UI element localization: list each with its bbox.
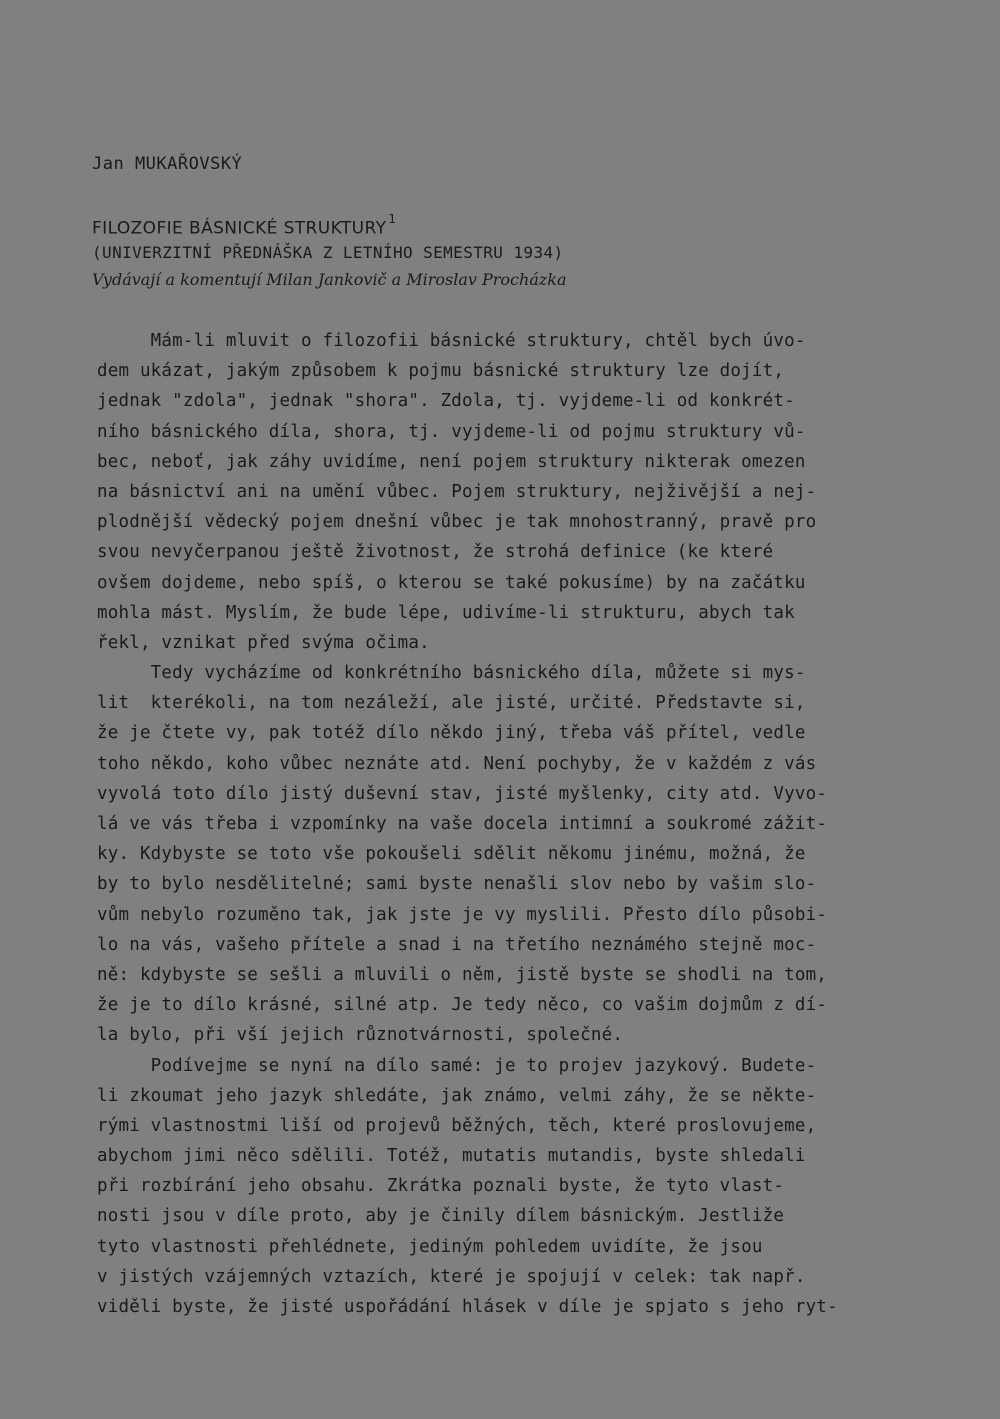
text-line: že je to dílo krásné, silné atp. Je tedy něco, co vašim dojmům z dí- bbox=[97, 995, 828, 1016]
author-name: Jan MUKAŘOVSKÝ bbox=[92, 154, 243, 174]
article-title bbox=[92, 212, 397, 239]
text-line: ovšem dojdeme, nebo spíš, o kterou se také pokusíme) by na začátku bbox=[97, 572, 806, 593]
text-line: na básnictví ani na umění vůbec. Pojem struktury, nejživější a nej- bbox=[97, 481, 817, 502]
text-line: abychom jimi něco sdělili. Totéž, mutatis mutandis, byste shledali bbox=[97, 1146, 806, 1167]
text-line: že je čtete vy, pak totéž dílo někdo jiný, třeba váš přítel, vedle bbox=[97, 723, 806, 744]
text-line: ně: kdybyste se sešli a mluvili o něm, jistě byste se shodli na tom, bbox=[97, 964, 828, 985]
text-line: by to bylo nesdělitelné; sami byste nenašli slov nebo by vašim slo- bbox=[97, 874, 817, 895]
article-subtitle: (UNIVERZITNÍ PŘEDNÁŠKA Z LETNÍHO SEMESTRU 1934) bbox=[92, 243, 564, 262]
text-line: dem ukázat, jakým způsobem k pojmu básnické struktury lze dojít, bbox=[97, 361, 785, 382]
text-line: viděli byste, že jisté uspořádání hlásek v díle je spjato s jeho ryt- bbox=[97, 1297, 838, 1317]
text-line: jednak "zdola", jednak "shora". Zdola, tj. vyjdeme-li od konkrét- bbox=[97, 391, 795, 412]
body-text bbox=[97, 326, 927, 1322]
text-line: toho někdo, koho vůbec neznáte atd. Není pochyby, že v každém z vás bbox=[97, 753, 817, 774]
text-line: vům nebylo rozuměno tak, jak jste je vy myslili. Přesto dílo působi- bbox=[97, 904, 828, 925]
text-line: Tedy vycházíme od konkrétního básnického díla, můžete si mys- bbox=[97, 663, 806, 684]
text-line: li zkoumat jeho jazyk shledáte, jak známo, velmi záhy, že se někte- bbox=[97, 1085, 817, 1106]
text-line: nosti jsou v díle proto, aby je činily dílem básnickým. Jestliže bbox=[97, 1206, 785, 1227]
text-line: mohla mást. Myslím, že bude lépe, udivíme-li strukturu, abych tak bbox=[97, 602, 795, 623]
text-line: v jistých vzájemných vztazích, které je spojují v celek: tak např. bbox=[97, 1266, 806, 1287]
text-line: tyto vlastnosti přehlédnete, jediným pohledem uvidíte, že jsou bbox=[97, 1236, 763, 1257]
text-line: svou nevyčerpanou ještě životnost, že strohá definice (ke které bbox=[97, 542, 774, 563]
text-line: lit kterékoli, na tom nezáleží, ale jisté, určité. Představte si, bbox=[97, 693, 806, 714]
text-line: řekl, vznikat před svýma očima. bbox=[97, 632, 430, 653]
text-line: Podívejme se nyní na dílo samé: je to projev jazykový. Budete- bbox=[97, 1055, 817, 1076]
text-line: lo na vás, vašeho přítele a snad i na třetího neznámého stejně moc- bbox=[97, 934, 817, 955]
text-line: při rozbírání jeho obsahu. Zkrátka poznali byste, že tyto vlast- bbox=[97, 1176, 785, 1197]
text-line: Mám-li mluvit o filozofii básnické struktury, chtěl bych úvo- bbox=[97, 331, 806, 351]
article-title-text: FILOZOFIE BÁSNICKÉ STRUKTURY bbox=[92, 218, 387, 239]
text-line: lá ve vás třeba i vzpomínky na vaše docela intimní a soukromé zážit- bbox=[97, 814, 828, 834]
text-line: plodnější vědecký pojem dnešní vůbec je tak mnohostranný, pravě pro bbox=[97, 512, 817, 533]
text-line: rými vlastnostmi liší od projevů běžných, těch, které proslovujeme, bbox=[97, 1115, 817, 1136]
text-line: bec, neboť, jak záhy uvidíme, není pojem struktury nikterak omezen bbox=[97, 451, 806, 472]
editors-line: Vydávají a komentují Milan Jankovič a Miroslav Procházka bbox=[92, 270, 567, 289]
text-line: ního básnického díla, shora, tj. vyjdeme-li od pojmu struktury vů- bbox=[97, 421, 806, 442]
footnote-mark: 1 bbox=[388, 212, 397, 226]
text-line: ky. Kdybyste se toto vše pokoušeli sdělit někomu jinému, možná, že bbox=[97, 844, 806, 865]
text-line: vyvolá toto dílo jistý duševní stav, jisté myšlenky, city atd. Vyvo- bbox=[97, 783, 828, 804]
text-line: la bylo, při vší jejich různotvárnosti, společné. bbox=[97, 1025, 624, 1046]
